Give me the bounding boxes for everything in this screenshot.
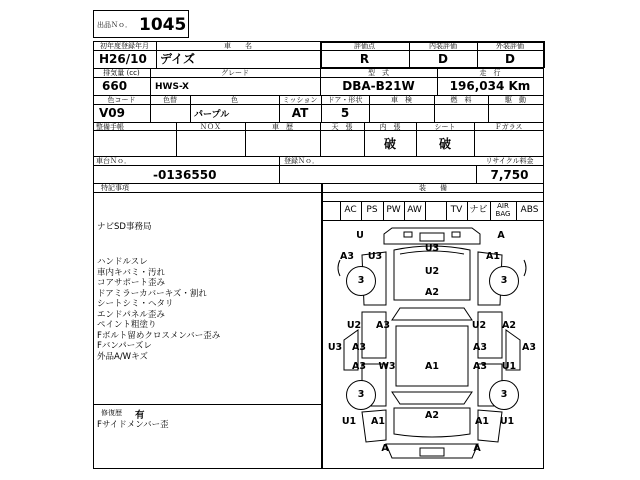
- exterior-grade: D: [505, 52, 515, 66]
- damage-mark: A: [473, 443, 481, 454]
- damage-mark: A2: [425, 410, 439, 421]
- repair-history-label: 修復歴: [101, 409, 122, 417]
- reg-no-label: 登録Ｎｏ．: [284, 157, 319, 165]
- lot-number-label: 出品Ｎｏ．: [97, 21, 132, 29]
- color-code: V09: [99, 106, 125, 120]
- damage-mark: U3: [424, 243, 440, 254]
- nox-label: ＮＯＸ: [200, 123, 221, 131]
- damage-mark: A3: [376, 320, 390, 331]
- history-label: 車 歴: [272, 123, 293, 131]
- color-code-label: 色コード: [107, 96, 136, 104]
- damage-mark: A1: [475, 416, 489, 427]
- damage-mark: A1: [486, 251, 500, 262]
- remarks-title: 特記事項: [101, 184, 129, 192]
- remark-line: シートシミ・ヘタリ: [97, 299, 174, 309]
- damage-mark: A1: [425, 361, 439, 372]
- tire-rear-left: 3: [346, 380, 376, 410]
- tire-front-left: 3: [346, 266, 376, 296]
- chassis-no: -0136550: [153, 168, 217, 182]
- damage-mark: A: [497, 230, 505, 241]
- reg-year-label: 初年度登録年月: [100, 42, 149, 50]
- displacement: 660: [102, 79, 128, 93]
- model-label: 型 式: [368, 69, 389, 77]
- equipment-tv: TV: [450, 205, 463, 215]
- remark-line: 外品A/Wキズ: [97, 351, 148, 362]
- damage-mark: A3: [473, 342, 487, 353]
- damage-mark: A1: [371, 416, 385, 427]
- reg-year: H26/10: [99, 52, 147, 66]
- remark-line: 車内キバミ・汚れ: [97, 267, 166, 278]
- damage-mark: A: [381, 443, 389, 454]
- mileage: 196,034 Km: [449, 79, 531, 93]
- damage-mark: A3: [352, 342, 366, 353]
- recycle-label: リサイクル料金: [485, 157, 534, 165]
- remark-line: ペイント粗塗り: [97, 320, 157, 330]
- equipment-pw: PW: [386, 205, 401, 215]
- tire-front-right: 3: [489, 266, 519, 296]
- grade: HWS-X: [155, 82, 189, 92]
- inspection-label: 車 検: [391, 96, 412, 104]
- grade-label: グレード: [221, 69, 249, 77]
- displacement-label: 排気量 (cc): [103, 69, 140, 77]
- damage-mark: A3: [340, 251, 354, 262]
- damage-mark: A3: [522, 342, 536, 353]
- manual-label: 整備手帳: [96, 123, 124, 131]
- repair-note: Fサイドメンバー歪: [97, 420, 169, 430]
- tire-rear-right: 3: [489, 380, 519, 410]
- color-label: 色: [231, 96, 238, 104]
- car-name-label: 車 名: [224, 42, 252, 50]
- repair-history-value: 有: [135, 410, 145, 421]
- equipment-ps: PS: [366, 205, 378, 215]
- damage-mark: U1: [341, 416, 357, 427]
- interior-condition: 破: [383, 137, 396, 151]
- equipment-abs: ABS: [520, 205, 539, 215]
- fuel-label: 燃 料: [450, 96, 472, 104]
- lot-number-box: [93, 10, 189, 38]
- damage-mark: U3: [327, 342, 343, 353]
- equipment-navi: ナビ: [469, 205, 488, 215]
- equipment-title: 装 備: [419, 184, 447, 192]
- color: パープル: [194, 110, 230, 120]
- interior-label: 内 張: [379, 123, 401, 131]
- remark-line: Fバンパーズレ: [97, 341, 152, 351]
- remark-line: ハンドルスレ: [97, 257, 148, 267]
- remark-line: コアサポート歪み: [97, 278, 166, 288]
- damage-mark: U1: [501, 361, 517, 372]
- color-change-label: 色替: [163, 96, 177, 104]
- damage-mark: A2: [502, 320, 516, 331]
- transmission: AT: [291, 106, 309, 120]
- remark-line: ナビSD事務局: [97, 222, 152, 232]
- model: DBA-B21W: [342, 79, 415, 93]
- damage-mark: A2: [425, 287, 439, 298]
- doors: 5: [340, 106, 350, 120]
- damage-mark: U1: [499, 416, 515, 427]
- score-label: 評価点: [354, 42, 375, 50]
- damage-mark: U3: [367, 251, 383, 262]
- interior-grade-label: 内装評価: [429, 42, 457, 50]
- equipment-aw: AW: [407, 205, 422, 215]
- remark-line: Fボルト留めクロスメンバー歪み: [97, 330, 221, 341]
- damage-mark: U2: [471, 320, 487, 331]
- interior-grade: D: [438, 52, 448, 66]
- damage-mark: A3: [352, 361, 366, 372]
- exterior-grade-label: 外装評価: [496, 42, 524, 50]
- mileage-label: 走 行: [479, 69, 501, 77]
- equipment-ac: AC: [344, 205, 357, 215]
- chassis-no-label: 車台Ｎｏ．: [96, 157, 131, 165]
- score: R: [359, 52, 370, 66]
- damage-mark: W3: [378, 361, 396, 372]
- car-name: デイズ: [160, 52, 196, 66]
- glass-label: Ｆガラス: [494, 123, 523, 131]
- ceiling-label: 天 張: [331, 123, 353, 131]
- equipment-airbag: AIR BAG: [495, 202, 511, 218]
- damage-mark: U2: [424, 266, 440, 277]
- seat-condition: 破: [438, 137, 451, 151]
- damage-mark: A3: [473, 361, 487, 372]
- recycle-fee: 7,750: [490, 168, 529, 182]
- doors-label: ドア・形状: [327, 96, 363, 104]
- damage-mark: U2: [346, 320, 362, 331]
- transmission-label: ミッション: [282, 96, 318, 104]
- remark-line: ドアミラーカバーキズ・割れ: [97, 288, 207, 299]
- seat-label: シート: [434, 123, 456, 131]
- remark-line: エンドパネル歪み: [97, 309, 165, 320]
- lot-number: 1045: [139, 15, 187, 35]
- drive-label: 駆 動: [505, 96, 526, 104]
- damage-mark: U: [356, 230, 364, 241]
